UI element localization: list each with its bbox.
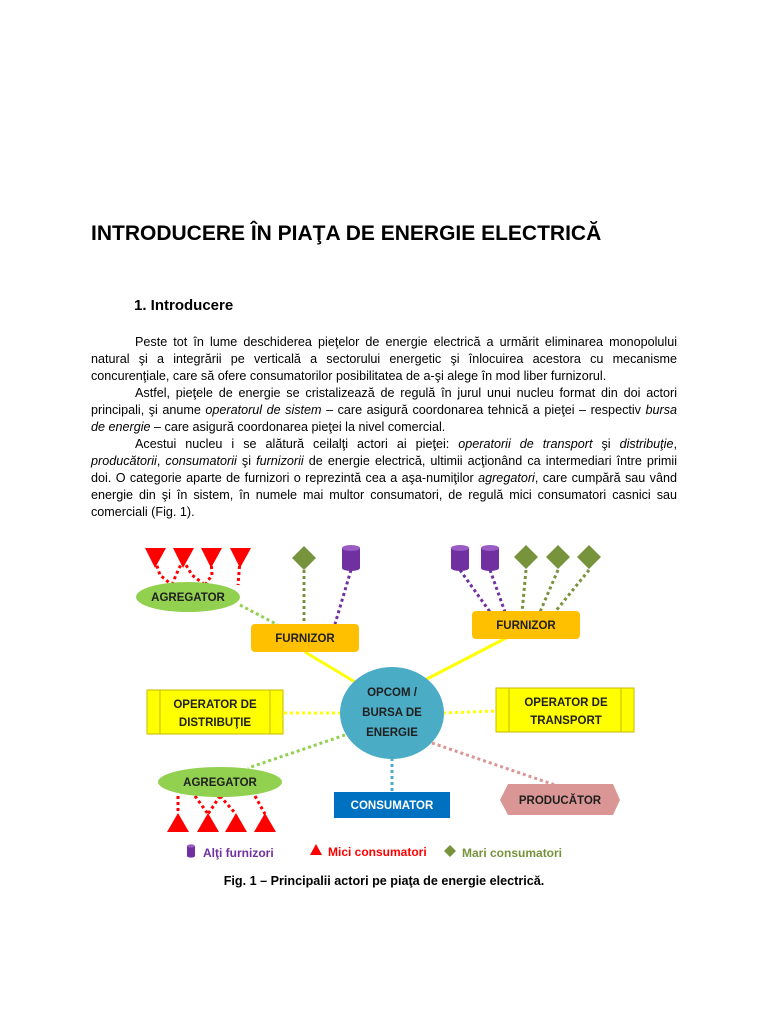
line-cyl1-furnizor-right — [460, 570, 490, 612]
text-run: , care cumpără sau vând energie din şi în sistem, în numele mai multor consumatori, de regulă mici consumatori casnici sau comerciali (Fig. 1). — [91, 471, 677, 519]
line-cylinder-furnizor-left — [335, 570, 351, 624]
agregator-bottom-label: AGREGATOR — [183, 777, 257, 789]
producator — [500, 784, 620, 815]
text-run: Peste tot în lume deschiderea pieţelor de energie electrică a urmărit eliminarea monopolului natural şi a integrării pe verticală a sectorului energetic şi înlocuirea acestora cu mecanisme concurenţiale, care să ofere consumatorilor posibilitatea de a-şi alege în mod liber furnizorul. — [91, 335, 677, 383]
legend-mari-consumatori: Mari consumatori — [462, 846, 563, 860]
paragraph-3 — [91, 436, 677, 521]
text-run: şi — [236, 454, 257, 468]
operator-distributie-line1: OPERATOR DE — [173, 699, 257, 711]
document-title: INTRODUCERE ÎN PIAŢA DE ENERGIE ELECTRICĂ — [91, 222, 602, 245]
operator-transport-line1: OPERATOR DE — [524, 697, 608, 709]
operator-transport — [496, 688, 634, 732]
cylinder-icon — [481, 545, 499, 571]
text-run: – care asigură coordonarea tehnică a pieţei – respectiv — [321, 403, 646, 417]
market-actors-diagram — [0, 530, 768, 870]
line-center-producator — [432, 743, 555, 785]
italic-term: agregatori — [478, 471, 535, 485]
text-run: , — [156, 454, 166, 468]
triangle-icon — [201, 548, 222, 568]
triangle-icon — [310, 844, 322, 855]
paragraph-2 — [91, 385, 677, 436]
triangle-icon — [225, 813, 247, 832]
line-dia1-furnizor-right — [522, 570, 526, 612]
small-consumers-top — [145, 548, 251, 568]
small-consumers-bottom — [167, 813, 276, 832]
italic-term: producătorii — [91, 454, 157, 468]
agregator-top — [136, 582, 240, 612]
text-run: de energie electrică, ultimii acţionând ca intermediari între primii doi. O categorie aparte de furnizori o reprezintă cea a aşa-numiţilor — [91, 454, 678, 485]
line-center-furnizor-right — [425, 637, 508, 680]
figure-caption: Fig. 1 – Principalii actori pe piaţa de energie electrică. — [223, 874, 545, 888]
text-run: şi — [592, 437, 620, 451]
cylinder-icon — [342, 545, 360, 571]
italic-term: distribuţie — [619, 437, 674, 451]
section-heading: 1. Introducere — [134, 297, 234, 314]
triangle-icon — [167, 813, 189, 832]
opcom-center — [340, 667, 444, 759]
operator-distributie-line2: DISTRIBUŢIE — [178, 717, 252, 729]
suppliers-right-top — [451, 545, 601, 571]
text-run: Acestui nucleu i se alătură ceilalţi actori ai pieţei: — [135, 437, 459, 451]
legend-mici-consumatori: Mici consumatori — [328, 845, 427, 859]
diamond-icon — [444, 845, 456, 857]
agregator-bottom — [158, 767, 282, 797]
furnizor-left — [251, 624, 359, 652]
triangle-icon — [145, 548, 166, 568]
line-dia3-furnizor-right — [555, 570, 589, 612]
center-line2: BURSA DE — [362, 707, 422, 719]
diamond-icon — [514, 545, 538, 569]
line-cyl2-furnizor-right — [490, 570, 505, 612]
center-line3: ENERGIE — [366, 727, 418, 739]
cylinder-icon — [451, 545, 469, 571]
text-run: – care asigură coordonarea pieţei la nivel comercial. — [150, 420, 446, 434]
line-center-furnizor-left — [305, 652, 360, 685]
diamond-icon — [546, 545, 570, 569]
line-agregator-bottom-consumers — [178, 796, 265, 814]
italic-term: operatorul de sistem — [205, 403, 322, 417]
agregator-top-label: AGREGATOR — [151, 592, 225, 604]
line-dia2-furnizor-right — [540, 570, 558, 612]
line-agregator-top-consumers — [155, 560, 240, 585]
triangle-icon — [173, 548, 194, 568]
body-text — [91, 334, 677, 521]
paragraph-1 — [91, 334, 677, 385]
line-agregator-furnizor — [240, 605, 278, 625]
triangle-icon — [254, 813, 276, 832]
suppliers-left-top — [292, 545, 360, 571]
furnizor-left-label: FURNIZOR — [275, 633, 335, 645]
center-line1: OPCOM / — [367, 687, 417, 699]
legend — [187, 844, 562, 860]
triangle-icon — [197, 813, 219, 832]
line-center-agregator-bottom — [248, 735, 345, 768]
cylinder-icon — [187, 844, 195, 857]
italic-term: consumatorii — [165, 454, 237, 468]
furnizor-right-label: FURNIZOR — [496, 620, 556, 632]
text-run: Astfel, pieţele de energie se cristalizează de regulă în jurul unui nucleu format din doi actori principali, şi anume — [91, 386, 677, 417]
line-center-transport — [443, 711, 496, 713]
diamond-icon — [577, 545, 601, 569]
diamond-icon — [292, 546, 316, 570]
italic-term: furnizorii — [256, 454, 304, 468]
operator-transport-line2: TRANSPORT — [530, 715, 602, 727]
producator-label: PRODUCĂTOR — [518, 795, 602, 807]
legend-alti-furnizori: Alţi furnizori — [203, 846, 274, 860]
italic-term: bursa de energie — [91, 403, 678, 434]
consumator-label: CONSUMATOR — [350, 800, 434, 812]
operator-distributie — [147, 690, 283, 734]
furnizor-right — [472, 611, 580, 639]
triangle-icon — [230, 548, 251, 568]
text-run: , — [673, 437, 677, 451]
italic-term: operatorii de transport — [458, 437, 593, 451]
consumator — [334, 792, 450, 818]
